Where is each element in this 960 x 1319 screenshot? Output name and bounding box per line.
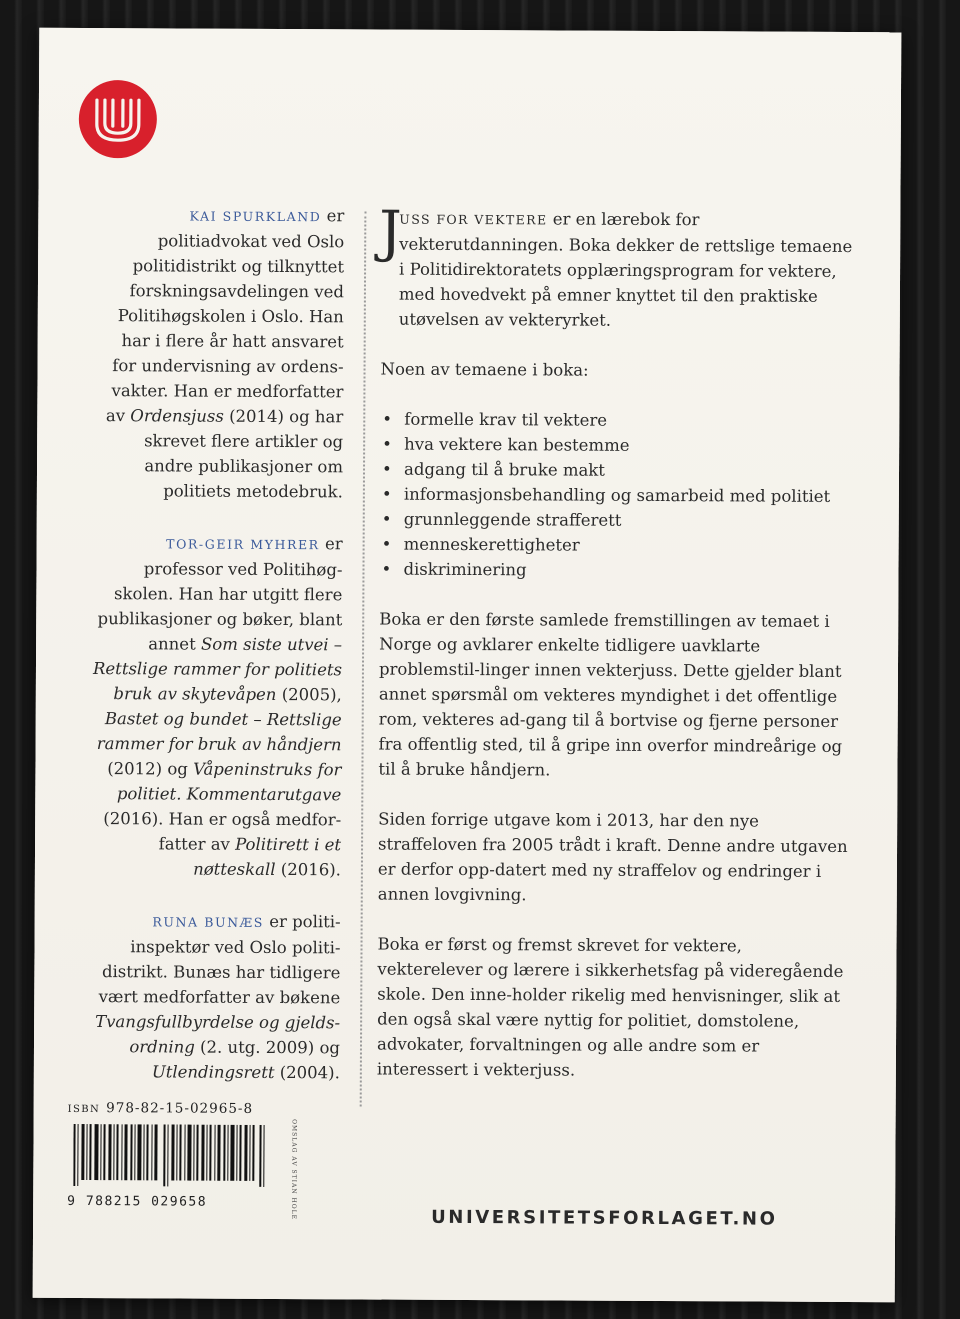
topics-heading: Noen av temaene i boka: <box>380 359 589 380</box>
list-item: • formelle krav til vektere <box>380 407 852 434</box>
book-title: Bastet og bundet – Rettslige rammer for bruk av håndjern <box>96 709 342 755</box>
book-back-cover <box>33 28 902 1302</box>
bio-text: (2005), <box>281 685 342 705</box>
publisher-logo <box>79 80 157 158</box>
u-logo-icon <box>89 90 147 148</box>
bio-text: skrevet flere artikler og <box>144 431 344 452</box>
bio-text: har i flere år hatt ansvaret <box>121 331 344 352</box>
list-item: • grunnleggende strafferett <box>380 507 852 534</box>
bio-text: forskningsavdelingen ved <box>129 281 345 302</box>
bio-text: (2016). <box>280 860 341 880</box>
list-item: • menneskerettigheter <box>380 532 852 559</box>
author-bios <box>84 202 345 1112</box>
author-name: RUNA BUNÆS <box>152 914 265 930</box>
list-item: • adgang til å bruke makt <box>380 457 852 484</box>
bio-text: andre publikasjoner om <box>144 456 344 477</box>
book-blurb <box>376 199 854 1109</box>
author-bio-myhrer <box>85 530 343 882</box>
book-title: Som siste utvei – Rettslige rammer for politiets bruk av skytevåpen <box>92 634 343 705</box>
book-title: USS FOR VEKTERE <box>399 211 548 228</box>
cover-credit: OMSLAG AV STIAN HOLE <box>290 1119 298 1221</box>
bio-text: politiadvokat ved Oslo <box>157 231 345 252</box>
topics-list <box>379 407 852 584</box>
book-title: Tvangsfullbyrdelse og gjelds-ordning <box>95 1012 341 1057</box>
publisher-url: UNIVERSITETSFORLAGET.NO <box>431 1206 778 1230</box>
blurb-paragraph: Boka er den første samlede fremstillingen av temaet i Norge og avklarer enkelte tidligere uavklarte problemstil-linger innen vekterjuss. Dette gjelder blant annet spørsmål om vekteres myndighet i det offentlige rom, vekteres ad-gang til å bortvise og fjerne personer fra offentlig sted, til å gripe inn overfor mindreårige og til å bruke håndjern. <box>378 609 843 780</box>
bio-text: er professor ved Politihøg-skolen. Han har utgitt flere publikasjoner og bøker, blant annet <box>97 534 343 654</box>
blurb-intro <box>379 199 854 334</box>
bio-text: politidistrikt og tilknyttet <box>132 256 345 277</box>
bio-text: (2004). <box>279 1063 340 1083</box>
bio-text: (2016). Han er også medfor-fatter av <box>103 809 342 854</box>
bio-text: Politihøgskolen i Oslo. Han <box>117 306 344 327</box>
bio-text: vakter. Han er medforfatter <box>111 381 344 402</box>
book-title: Våpeninstruks for politiet. Kommentarutgave <box>116 759 342 805</box>
isbn <box>68 1100 268 1117</box>
book-title: Politirett i et nøtteskall <box>193 834 342 880</box>
book-title: Ordensjuss <box>130 406 224 426</box>
list-item: • hva vektere kan bestemme <box>380 432 852 459</box>
bio-text: (2014) og har <box>229 406 344 427</box>
author-name: KAI SPURKLAND <box>189 208 322 225</box>
author-bio-bunaes <box>84 908 341 1085</box>
bio-text: politiets metodebruk. <box>163 481 343 502</box>
bio-text: (2012) og <box>107 759 188 779</box>
author-bio-spurkland: KAI SPURKLAND er politiadvokat ved Oslo politidistrikt og tilknyttet forskningsavdelingen ved Politihøgskolen i Oslo. Han har i flere år hatt ansvaret for undervisning av ordens- vakter. Han er medforfatter av Ordensjuss (2014) og har skrevet flere artikler og andre publikasjoner om politiets metodebruk. <box>105 206 345 502</box>
book-title: Utlendingsrett <box>151 1062 275 1082</box>
barcode-icon <box>73 1124 265 1187</box>
list-item: • diskriminering <box>379 557 851 584</box>
author-name: TOR-GEIR MYHRER <box>166 536 320 553</box>
column-divider <box>360 211 367 1106</box>
barcode-digits: 9 788215 029658 <box>67 1193 208 1210</box>
blurb-paragraph: Siden forrige utgave kom i 2013, har den nye straffeloven fra 2005 trådt i kraft. Denne andre utgaven er derfor opp-datert med ny straffelov og endringer i annen lovgivning. <box>377 809 848 905</box>
isbn-label: ISBN <box>67 1103 101 1116</box>
bio-text: er politi-inspektør ved Oslo politi-distrikt. Bunæs har tidligere vært medforfatter av bøkene <box>98 911 341 1008</box>
list-item: • informasjonsbehandling og samarbeid med politiet <box>380 482 852 509</box>
bio-text: er <box>326 206 345 226</box>
bio-text: for undervisning av ordens- <box>112 356 344 377</box>
dropcap: J <box>379 199 402 265</box>
intro-text: er en lærebok for vekterutdanningen. Boka dekker de rettslige temaene i Politidirektoratets opplæringsprogram for vektere, med hovedvekt på emner knyttet til den praktiske utøvelsen av vekteryrket. <box>398 209 853 330</box>
isbn-number: 978-82-15-02965-8 <box>106 1100 254 1117</box>
blurb-paragraph: Boka er først og fremst skrevet for vektere, vekterelever og lærere i sikkerhetsfag på videregående skole. Den inne-holder rikelig med henvisninger, slik at den også skal være nyttig for politiet, domstolene, advokater, forvaltningen og alle andre som er interessert i vekterjuss. <box>376 934 844 1080</box>
bio-text: (2. utg. 2009) og <box>200 1037 341 1058</box>
